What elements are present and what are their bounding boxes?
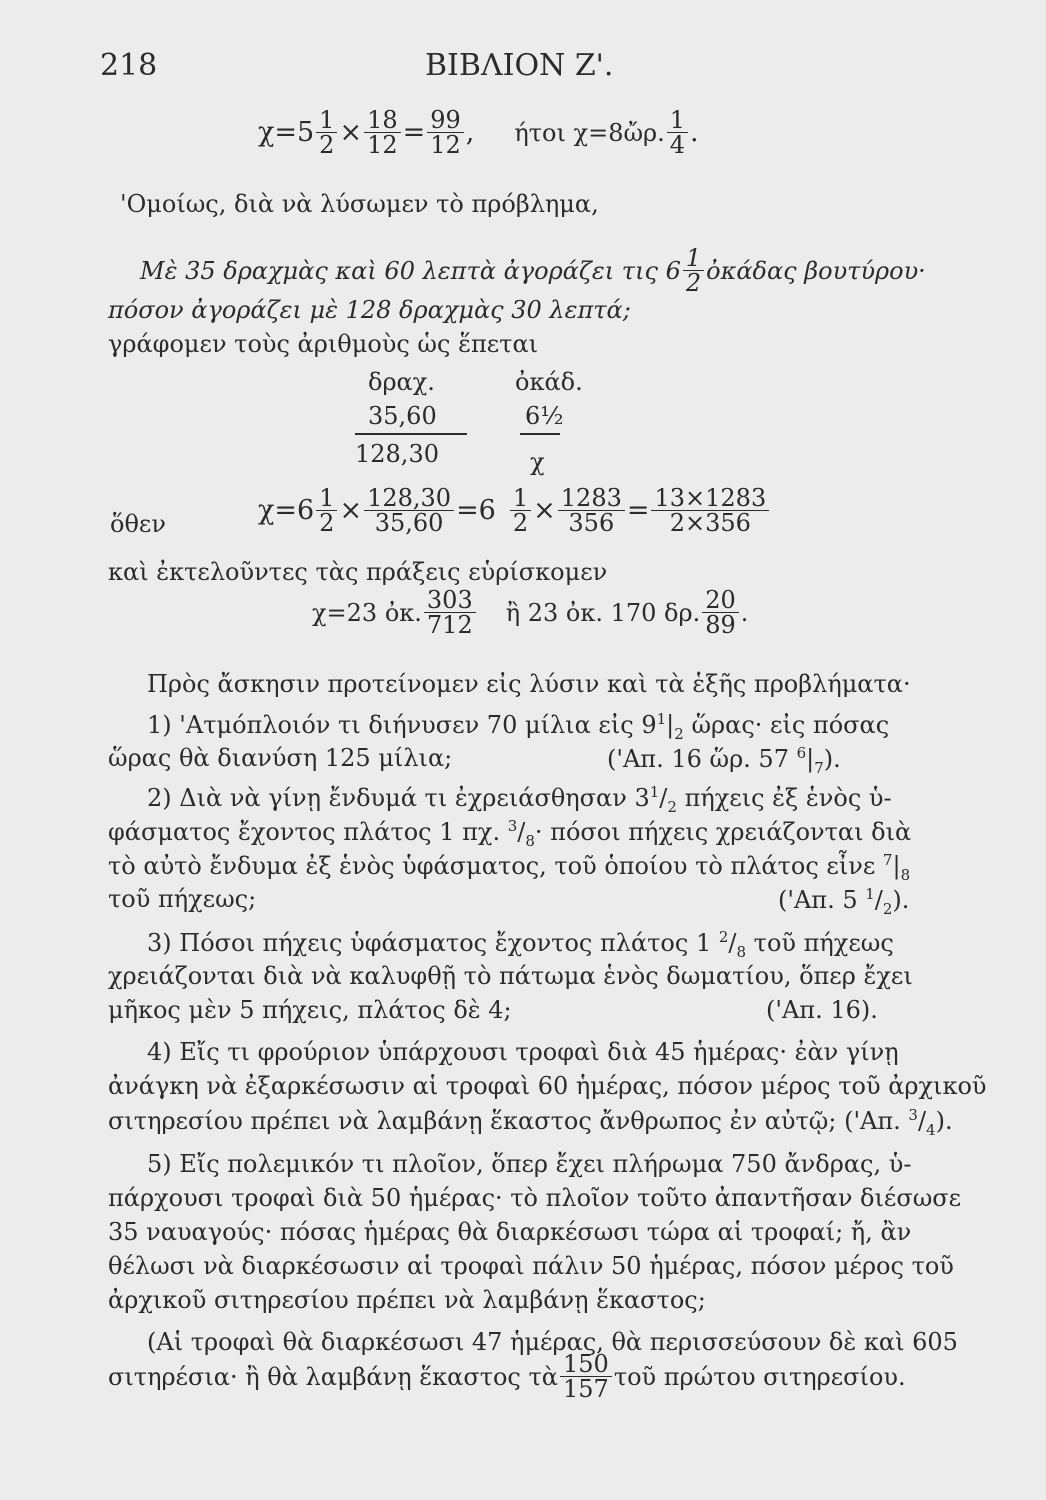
eq3-frac-1: $\frac{303}{712}$ [424, 588, 476, 637]
answer5-line-2b: τοῦ πρώτου σιτηρεσίου. [613, 1362, 906, 1391]
execute-line: καὶ ἐκτελοῦντες τὰς πράξεις εὑρίσκομεν [108, 558, 608, 586]
table-r2c2: χ [530, 448, 545, 476]
ex1-line-2: ὥρας θὰ διανύση 125 μίλια; [108, 744, 453, 772]
eq1-frac-1: $\frac{1}{2}$ [316, 108, 337, 157]
ex1-answer: ('Απ. 16 ὥρ. 57 $^6|_7$). [607, 744, 841, 777]
ex5-line-2: πάρχουσι τροφαὶ διὰ 50 ἡμέρας· τὸ πλοῖον τοῦτο ἀπαντῆσαν διέσωσε [108, 1184, 962, 1212]
ex4-line-3: σιτηρεσίου πρέπει νὰ λαμβάνῃ ἕκαστος ἄνθρωπος ἐν αὐτῷ; ('Απ. $^3/_4$). [108, 1106, 953, 1139]
eq1-frac-3: $\frac{99}{12}$ [427, 108, 464, 157]
eq2-frac-e: $\frac{13\times 1283}{2\times 356}$ [651, 486, 769, 535]
ex3-line-3: μῆκος μὲν 5 πήχεις, πλάτος δὲ 4; [108, 996, 512, 1024]
eq1-dot: . [690, 117, 699, 148]
intro-line: 'Ομοίως, διὰ νὰ λύσωμεν τὸ πρόβλημα, [120, 190, 599, 218]
ex5-line-1: 5) Εἴς πολεμικόν τι πλοῖον, ὅπερ ἔχει πλήρωμα 750 ἄνδρας, ὑ- [147, 1150, 912, 1178]
table-r2c1: 128,30 [355, 440, 439, 468]
ex3-answer: ('Απ. 16). [766, 996, 878, 1024]
problem-line-1 [140, 246, 926, 295]
hence-label: ὅθεν [110, 510, 166, 538]
ex2-line-3: τὸ αὐτὸ ἔνδυμα ἐξ ἑνὸς ὑφάσματος, τοῦ ὁποίου τὸ πλάτος εἶνε $^7|_8$ [108, 851, 911, 884]
ex4-line-1: 4) Εἴς τι φρούριον ὑπάρχουσι τροφαὶ διὰ 45 ἡμέρας· ἐὰν γίνῃ [147, 1038, 899, 1066]
answer5-fraction: $\frac{150}{157}$ [560, 1352, 612, 1401]
eq2-times: × [339, 495, 363, 526]
answer5-line-1: (Αἱ τροφαὶ θὰ διαρκέσωσι 47 ἡμέρας, θὰ περισσεύσουν δὲ καὶ 605 [147, 1328, 958, 1356]
eq3-or: ἢ 23 ὀκ. 170 δρ. [505, 598, 701, 627]
page-number: 218 [100, 48, 158, 83]
eq1-equals: = [402, 117, 426, 148]
eq2-frac-b: $\frac{128,30}{35,60}$ [364, 486, 454, 535]
eq1-result: ήτοι χ=8ὤρ. [514, 118, 665, 147]
problem-fraction: $\frac{1}{2}$ [683, 246, 704, 295]
table-rule-2 [520, 433, 560, 435]
problem-line-1b: ὀκάδας βουτύρου· [706, 256, 926, 285]
eq1-lhs: χ=5 [258, 117, 315, 148]
eq1-frac-2: $\frac{18}{12}$ [364, 108, 401, 157]
ex2-line-1: 2) Διὰ νὰ γίνῃ ἔνδυμά τι ἐχρειάσθησαν $3^1/_2$ πήχεις ἐξ ἑνὸς ὑ- [147, 783, 892, 816]
table-rule-1 [355, 433, 467, 435]
eq3-dot: . [740, 598, 749, 627]
eq1-comma: , [465, 117, 475, 148]
answer5-line-2 [108, 1352, 906, 1401]
eq2-equals: = [626, 495, 650, 526]
ex2-answer: ('Απ. 5 $^1/_2$). [778, 885, 910, 918]
eq2-mid: =6 [456, 495, 496, 526]
eq3-frac-2: $\frac{20}{89}$ [702, 588, 739, 637]
ex3-line-1: 3) Πόσοι πήχεις ὑφάσματος ἔχοντος πλάτος 1 $^2/_8$ τοῦ πήχεως [147, 928, 894, 961]
eq2-frac-a: $\frac{1}{2}$ [316, 486, 337, 535]
ex4-line-2: ἀνάγκη νὰ ἐξαρκέσωσιν αἱ τροφαὶ 60 ἡμέρας, πόσον μέρος τοῦ ἀρχικοῦ [108, 1072, 987, 1100]
table-head-drachmas: δραχ. [368, 368, 435, 396]
eq3-lhs: χ=23 ὀκ. [312, 598, 422, 627]
ex2-line-4: τοῦ πήχεως; [108, 885, 257, 913]
eq2-times-2: × [533, 495, 556, 526]
ex3-line-2: χρειάζονται διὰ νὰ καλυφθῇ τὸ πάτωμα ἑνὸς δωματίου, ὅπερ ἔχει [108, 962, 913, 990]
problem-line-1a: Μὲ 35 δραχμὰς καὶ 60 λεπτὰ ἀγοράζει τις 6 [140, 256, 681, 285]
write-line: γράφομεν τοὺς ἀριθμοὺς ὡς ἕπεται [108, 330, 539, 358]
ex5-line-5: ἀρχικοῦ σιτηρεσίου πρέπει νὰ λαμβάνῃ ἕκαστος; [108, 1286, 706, 1314]
ex2-line-2: φάσματος ἔχοντος πλάτος 1 πχ. $^3/_8\cdot \pi ό\sigma o\iota$ πήχεις χρειάζονται διὰ [108, 817, 912, 850]
table-r1c1: 35,60 [368, 402, 437, 430]
eq2-frac-c: $\frac{1}{2}$ [510, 486, 531, 535]
eq1-times: × [339, 117, 363, 148]
ex1-line-1: 1) 'Ατμόπλοιόν τι διήνυσεν 70 μίλια εἰς $9^1|_2$ ὥρας· εἰς πόσας [147, 710, 890, 743]
answer5-line-2a: σιτηρέσια· ἢ θὰ λαμβάνῃ ἕκαστος τὰ [108, 1362, 558, 1391]
eq2-lhs: χ=6 [258, 495, 315, 526]
exercises-intro: Πρὸς ἄσκησιν προτείνομεν εἰς λύσιν καὶ τὰ ἑξῆς προβλήματα· [147, 670, 911, 698]
eq1-frac-4: $\frac{1}{4}$ [667, 108, 688, 157]
running-title: ΒΙΒΛΙΟΝ Ζ'. [425, 48, 614, 83]
table-r1c2: 6½ [525, 402, 564, 430]
equation-3 [312, 588, 748, 637]
problem-line-2: πόσον ἀγοράζει μὲ 128 δραχμὰς 30 λεπτά; [108, 296, 631, 324]
ex5-line-3: 35 ναυαγούς· πόσας ἡμέρας θὰ διαρκέσωσι τώρα αἱ τροφαί; ἤ, ἂν [108, 1218, 912, 1246]
equation-2 [258, 486, 771, 535]
table-head-okades: ὀκάδ. [515, 368, 583, 396]
eq2-frac-d: $\frac{1283}{356}$ [558, 486, 625, 535]
equation-1 [258, 108, 699, 157]
ex5-line-4: θέλωσι νὰ διαρκέσωσιν αἱ τροφαὶ πάλιν 50 ἡμέρας, πόσον μέρος τοῦ [108, 1252, 954, 1280]
